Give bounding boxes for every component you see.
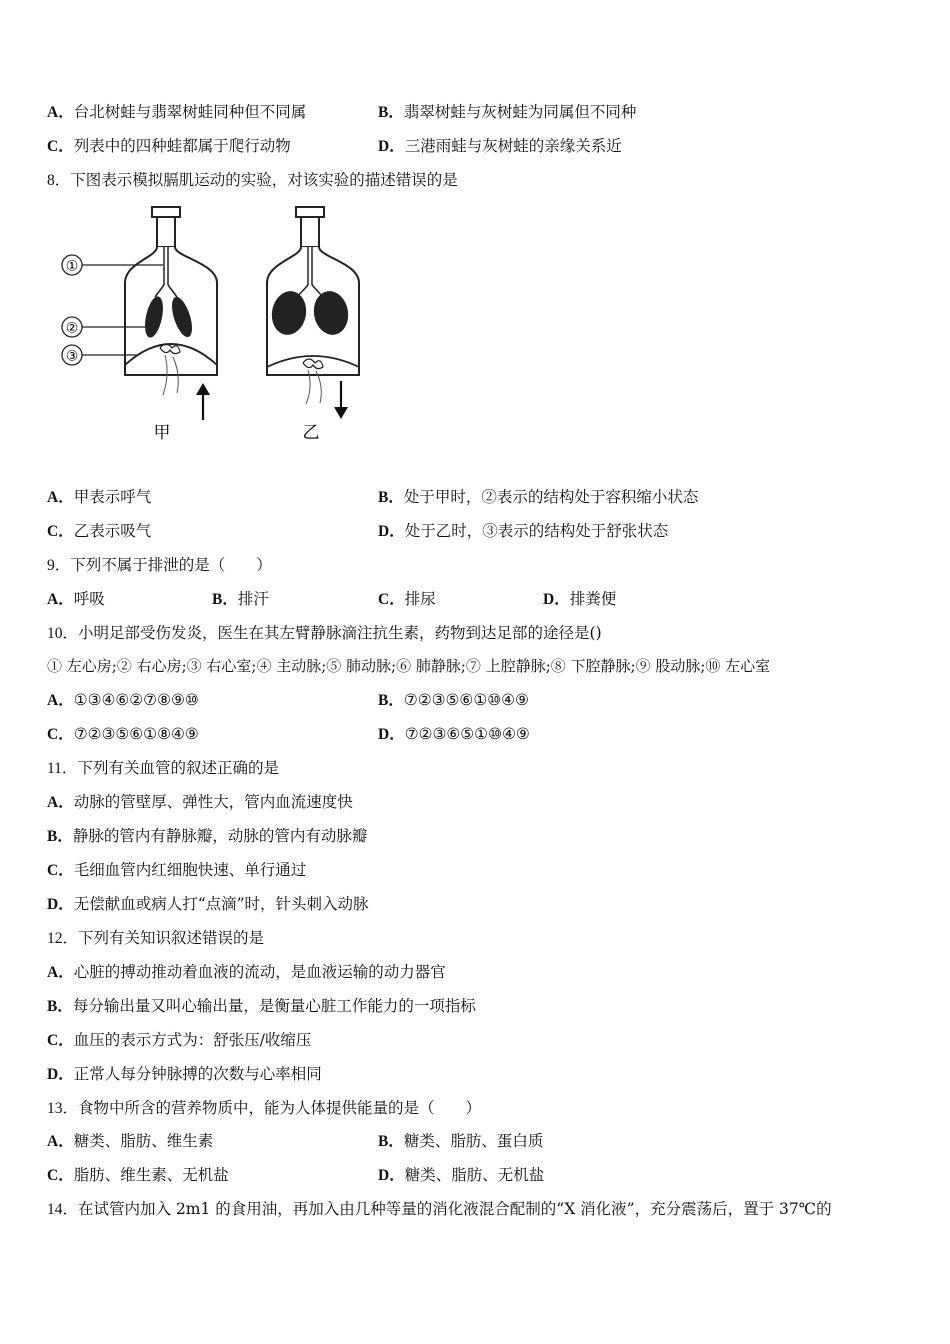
q9-option-d: D．排粪便 <box>543 590 617 608</box>
svg-text:①: ① <box>65 258 79 275</box>
q9-stem: 9．下列不属于排泄的是（ ） <box>47 556 272 574</box>
q12-option-b: B．每分输出量又叫心输出量，是衡量心脏工作能力的一项指标 <box>47 997 476 1015</box>
q10-structure-list: ① 左心房;② 右心房;③ 右心室;④ 主动脉;⑤ 肺动脉;⑥ 肺静脉;⑦ 上腔静脉;⑧ 下腔静脉;⑨ 股动脉;⑩ 左心室 <box>47 657 771 675</box>
svg-text:②: ② <box>65 320 79 337</box>
diaphragm-model-figure <box>55 205 375 455</box>
q10-option-b: B．⑦②③⑤⑥①⑩④⑨ <box>378 691 529 709</box>
q9-option-b: B．排汗 <box>212 590 269 608</box>
q7-option-c: C．列表中的四种蛙都属于爬行动物 <box>47 137 291 155</box>
q14-stem: 14．在试管内加入 2m1 的食用油，再加入由几种等量的消化液混合配制的“X 消化液”，充分震荡后，置于 37℃的 <box>47 1200 832 1218</box>
q13-option-c: C．脂肪、维生素、无机盐 <box>47 1166 229 1184</box>
q8-option-d: D．处于乙时，③表示的结构处于舒张状态 <box>378 522 669 540</box>
bell-jar-jia <box>125 207 217 420</box>
q11-option-a: A．动脉的管壁厚、弹性大，管内血流速度快 <box>47 793 353 811</box>
caption-yi: 乙 <box>302 423 320 443</box>
q11-option-b: B．静脉的管内有静脉瓣，动脉的管内有动脉瓣 <box>47 827 368 845</box>
svg-text:③: ③ <box>65 348 79 365</box>
q8-option-a: A．甲表示呼气 <box>47 488 152 506</box>
q13-option-a: A．糖类、脂肪、维生素 <box>47 1132 214 1150</box>
q8-stem: 8．下图表示模拟膈肌运动的实验，对该实验的描述错误的是 <box>47 171 458 189</box>
q10-stem: 10．小明足部受伤发炎，医生在其左臂静脉滴注抗生素，药物到达足部的途径是() <box>47 624 602 642</box>
q12-stem: 12．下列有关知识叙述错误的是 <box>47 929 265 947</box>
q7-option-a: A．台北树蛙与翡翠树蛙同种但不同属 <box>47 103 307 121</box>
q11-stem: 11．下列有关血管的叙述正确的是 <box>47 759 279 777</box>
caption-jia: 甲 <box>153 423 171 443</box>
q10-option-c: C．⑦②③⑤⑥①⑧④⑨ <box>47 725 199 743</box>
q13-option-b: B．糖类、脂肪、蛋白质 <box>378 1132 544 1150</box>
q8-option-c: C．乙表示吸气 <box>47 522 152 540</box>
q13-option-d: D．糖类、脂肪、无机盐 <box>378 1166 545 1184</box>
q7-option-b: B．翡翠树蛙与灰树蛙为同属但不同种 <box>378 103 637 121</box>
q9-option-c: C．排尿 <box>378 590 436 608</box>
q10-option-d: D．⑦②③⑥⑤①⑩④⑨ <box>378 725 530 743</box>
q9-option-a: A．呼吸 <box>47 590 105 608</box>
q11-option-d: D．无偿献血或病人打“点滴”时，针头刺入动脉 <box>47 895 369 913</box>
q12-option-d: D．正常人每分钟脉搏的次数与心率相同 <box>47 1065 322 1083</box>
q12-option-c: C．血压的表示方式为：舒张压/收缩压 <box>47 1031 312 1049</box>
bell-jar-yi <box>267 207 359 419</box>
q11-option-c: C．毛细血管内红细胞快速、单行通过 <box>47 861 307 879</box>
q7-option-d: D．三港雨蛙与灰树蛙的亲缘关系近 <box>378 137 622 155</box>
q8-option-b: B．处于甲时，②表示的结构处于容积缩小状态 <box>378 488 699 506</box>
q12-option-a: A．心脏的搏动推动着血液的流动，是血液运输的动力器官 <box>47 963 446 981</box>
q13-stem: 13．食物中所含的营养物质中，能为人体提供能量的是（ ） <box>47 1099 482 1117</box>
q10-option-a: A．①③④⑥②⑦⑧⑨⑩ <box>47 691 199 709</box>
